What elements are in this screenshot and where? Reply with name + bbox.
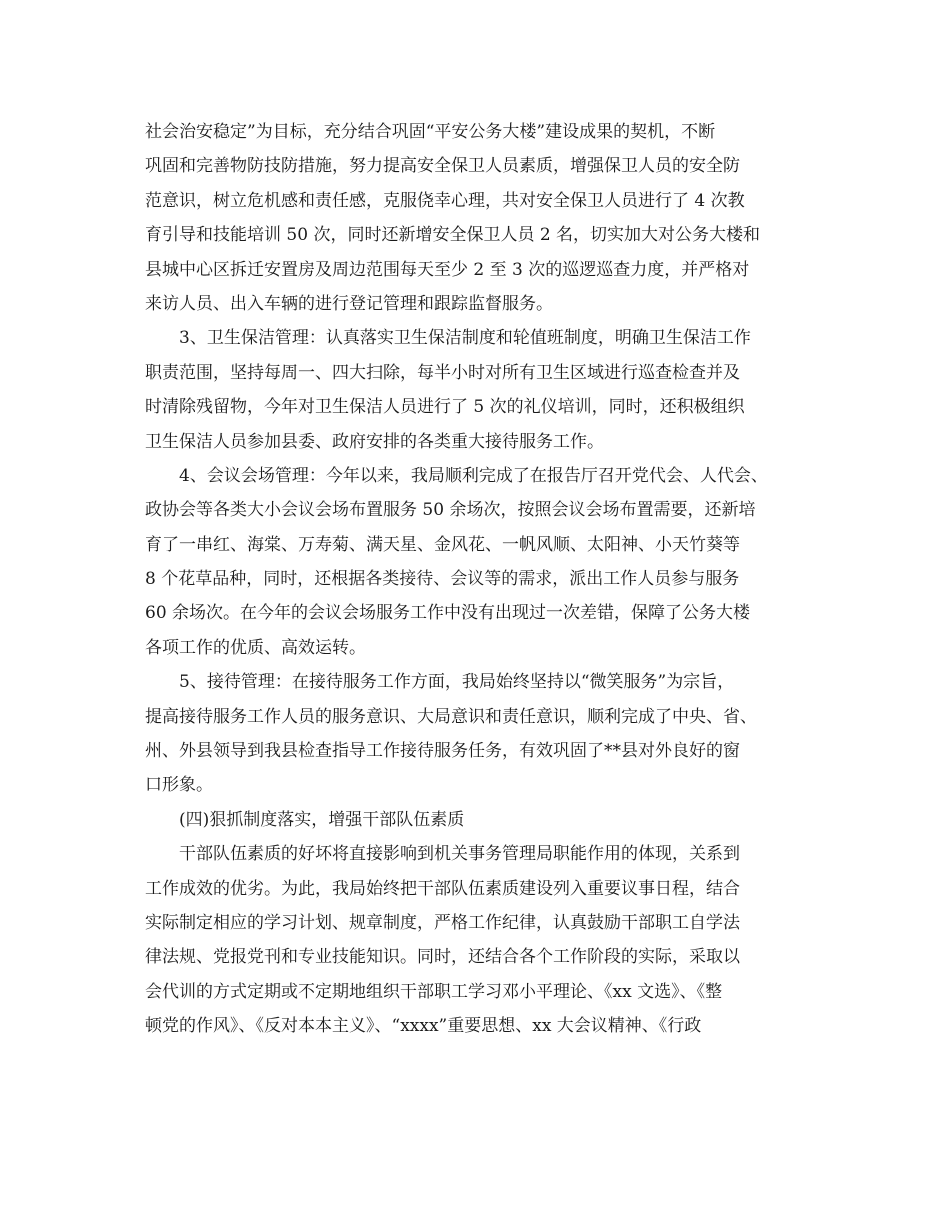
- text-line: 育了一串红、海棠、万寿菊、满天星、金风花、一帆风顺、太阳神、小天竹葵等: [145, 534, 740, 555]
- text-line: 来访人员、出入车辆的进行登记管理和跟踪监督服务。: [145, 293, 553, 314]
- text-line: 干部队伍素质的好坏将直接影响到机关事务管理局职能作用的体现，关系到: [179, 844, 740, 865]
- text-line: 8 个花草品种，同时，还根据各类接待、会议等的需求，派出工作人员参与服务: [145, 569, 740, 590]
- text-line: 5、接待管理：在接待服务工作方面，我局始终坚持以“微笑服务”为宗旨，: [179, 672, 735, 693]
- text-line: 会代训的方式定期或不定期地组织干部职工学习邓小平理论、《xx 文选》、《整: [145, 981, 723, 1002]
- text-line: 时清除残留物，今年对卫生保洁人员进行了 5 次的礼仪培训，同时，还积极组织: [145, 397, 745, 418]
- text-line: 社会治安稳定”为目标，充分结合巩固“平安公务大楼”建设成果的契机，不断: [145, 122, 716, 142]
- text-line: 范意识，树立危机感和责任感，克服侥幸心理，共对安全保卫人员进行了 4 次教: [145, 190, 745, 211]
- text-line: 职责范围，坚持每周一、四大扫除，每半小时对所有卫生区域进行巡查检查并及: [145, 362, 740, 383]
- text-line: 律法规、党报党刊和专业技能知识。同时，还结合各个工作阶段的实际，采取以: [145, 947, 740, 968]
- text-line: 顿党的作风》、《反对本本主义》、“xxxx”重要思想、xx 大会议精神、《行政: [145, 1016, 702, 1037]
- text-line: 州、外县领导到我县检查指导工作接待服务任务，有效巩固了**县对外良好的窗: [145, 741, 740, 762]
- text-line: 60 余场次。在今年的会议会场服务工作中没有出现过一次差错，保障了公务大楼: [145, 603, 751, 624]
- text-line: 县城中心区拆迁安置房及周边范围每天至少 2 至 3 次的巡逻巡查力度，并严格对: [145, 259, 750, 280]
- text-line: (四)狠抓制度落实，增强干部队伍素质: [179, 809, 465, 830]
- text-line: 提高接待服务工作人员的服务意识、大局意识和责任意识，顺利完成了中央、省、: [145, 706, 757, 727]
- text-line: 4、会议会场管理：今年以来，我局顺利完成了在报告厅召开党代会、人代会、: [179, 465, 768, 486]
- text-line: 各项工作的优质、高效运转。: [145, 637, 366, 658]
- text-line: 实际制定相应的学习计划、规章制度，严格工作纪律，认真鼓励干部职工自学法: [145, 912, 740, 933]
- text-line: 卫生保洁人员参加县委、政府安排的各类重大接待服务工作。: [145, 431, 604, 452]
- text-line: 工作成效的优劣。为此，我局始终把干部队伍素质建设列入重要议事日程，结合: [145, 878, 740, 899]
- text-line: 巩固和完善物防技防措施，努力提高安全保卫人员素质，增强保卫人员的安全防: [145, 156, 740, 177]
- document-body: [145, 115, 825, 1044]
- text-line: 政协会等各类大小会议会场布置服务 50 余场次，按照会议会场布置需要，还新培: [145, 500, 756, 521]
- text-line: 口形象。: [145, 775, 213, 796]
- text-line: 3、卫生保洁管理：认真落实卫生保洁制度和轮值班制度，明确卫生保洁工作: [179, 328, 751, 349]
- text-line: 育引导和技能培训 50 次，同时还新增安全保卫人员 2 名，切实加大对公务大楼和: [145, 225, 761, 246]
